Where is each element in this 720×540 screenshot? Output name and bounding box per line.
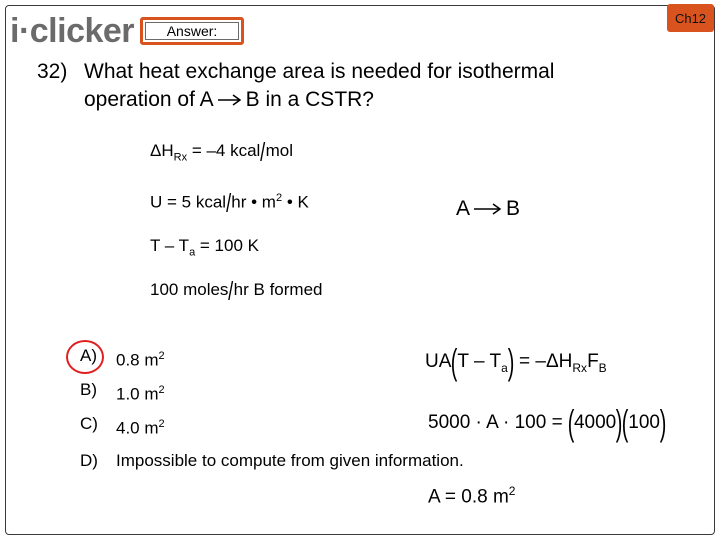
logo-text: i·clicker [10, 12, 135, 50]
equation-substituted: 5000 · A · 100 = (4000)(100) [428, 402, 667, 443]
question-line-2-end: B in a CSTR? [245, 88, 374, 111]
chapter-badge: Ch12 [667, 4, 714, 32]
equation-energy-balance: $UA(T - T_a) = -\Delta H_{Rx}F_B$ [425, 341, 607, 382]
product: B [506, 197, 521, 220]
given-delta-h: $\Delta H_{Rx} = -4$ kcal/mol [150, 136, 293, 167]
reactant: A [456, 197, 471, 220]
given-temperature: $T - T_a = 100$ K [150, 236, 259, 259]
reaction-arrow-icon [473, 202, 503, 216]
right-arrow-icon [217, 93, 243, 107]
iclicker-logo [10, 10, 135, 52]
question-line-2 [84, 86, 374, 114]
given-u: U = 5 kcal/hr • $m^2$ • K [150, 188, 309, 219]
question-line-2-start: operation of A [84, 88, 214, 111]
given-moles: 100 moles/hr B formed [150, 275, 323, 306]
question-number: 32) [37, 60, 68, 83]
equation-result: A = 0.8 $m^2$ [428, 484, 516, 508]
answer-box [140, 17, 244, 45]
question-line-1: What heat exchange area is needed for isothermal [84, 60, 555, 83]
reaction-scheme [456, 197, 520, 221]
answer-label: Answer: [145, 22, 239, 40]
